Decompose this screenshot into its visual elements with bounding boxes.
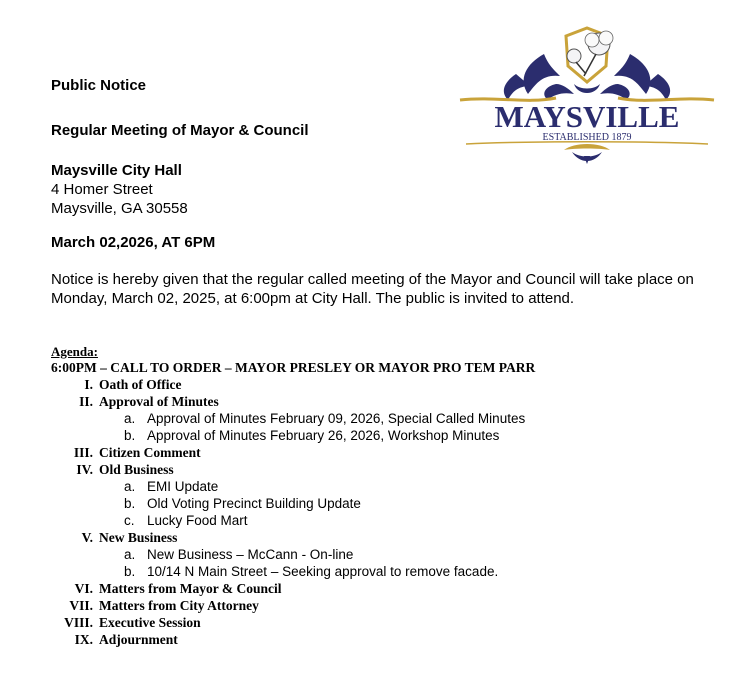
- agenda-item-title: Approval of Minutes: [99, 394, 219, 409]
- agenda-item-number: VII.: [69, 598, 93, 613]
- agenda-item-number: IX.: [74, 632, 93, 647]
- agenda-item-title: Citizen Comment: [99, 445, 201, 460]
- logo-tagline: ESTABLISHED 1879: [542, 132, 632, 143]
- agenda-item: [51, 444, 671, 461]
- agenda-item-title: New Business: [99, 530, 178, 545]
- agenda-subitem-letter: c.: [124, 513, 135, 528]
- location-city: Maysville, GA 30558: [51, 200, 188, 217]
- agenda-subitem-letter: a.: [124, 547, 136, 562]
- agenda-subitem-letter: b.: [124, 496, 136, 511]
- agenda-item: [51, 461, 671, 478]
- address-block: [51, 161, 188, 218]
- agenda-subitem-letter: b.: [124, 564, 136, 579]
- notice-title: Public Notice: [51, 77, 147, 94]
- agenda-item-number: VI.: [74, 581, 93, 596]
- agenda-item: [51, 393, 671, 410]
- agenda-item-title: Adjournment: [99, 632, 178, 647]
- maysville-logo: [456, 24, 718, 166]
- agenda-subitem: [51, 512, 671, 529]
- agenda-item-title: Matters from City Attorney: [99, 598, 259, 613]
- call-to-order: 6:00PM – CALL TO ORDER – MAYOR PRESLEY OR MAYOR PRO TEM PARR: [51, 360, 536, 375]
- agenda-subitem-text: Approval of Minutes February 26, 2026, Workshop Minutes: [147, 428, 500, 443]
- agenda-item-title: Matters from Mayor & Council: [99, 581, 282, 596]
- agenda-item-number: II.: [79, 394, 93, 409]
- agenda-item-number: I.: [84, 377, 93, 392]
- agenda-subitem: [51, 478, 671, 495]
- agenda-subitem: [51, 563, 671, 580]
- agenda-subitem-text: Lucky Food Mart: [147, 513, 248, 528]
- logo-graphic: [456, 24, 718, 166]
- agenda-item: [51, 597, 671, 614]
- location-street: 4 Homer Street: [51, 181, 153, 198]
- agenda-section: [51, 344, 671, 648]
- agenda-item: [51, 580, 671, 597]
- meeting-date: March 02,2026, AT 6PM: [51, 234, 216, 251]
- agenda-subitem-letter: a.: [124, 479, 136, 494]
- agenda-item-number: IV.: [76, 462, 93, 477]
- agenda-item: [51, 529, 671, 546]
- agenda-item: [51, 631, 671, 648]
- agenda-item: [51, 614, 671, 631]
- agenda-item-number: III.: [73, 445, 93, 460]
- agenda-subitem-letter: b.: [124, 428, 136, 443]
- agenda-item: [51, 376, 671, 393]
- agenda-subitem-text: Approval of Minutes February 09, 2026, Special Called Minutes: [147, 411, 526, 426]
- location-name: Maysville City Hall: [51, 162, 182, 179]
- agenda-label: Agenda:: [51, 344, 98, 359]
- agenda-subitem: [51, 410, 671, 427]
- agenda-subitem-text: EMI Update: [147, 479, 219, 494]
- agenda-subitem: [51, 546, 671, 563]
- agenda-subitem-text: Old Voting Precinct Building Update: [147, 496, 361, 511]
- agenda-item-title: Old Business: [99, 462, 174, 477]
- agenda-item-title: Oath of Office: [99, 377, 182, 392]
- meeting-title: Regular Meeting of Mayor & Council: [51, 122, 309, 139]
- scrollwork-ornament: [504, 54, 670, 100]
- agenda-subitem-text: 10/14 N Main Street – Seeking approval to remove facade.: [147, 564, 499, 579]
- agenda-item-number: V.: [81, 530, 93, 545]
- agenda-subitem-letter: a.: [124, 411, 136, 426]
- agenda-subitem: [51, 427, 671, 444]
- agenda-list: [51, 376, 671, 648]
- agenda-subitem: [51, 495, 671, 512]
- agenda-subitem-text: New Business – McCann - On-line: [147, 547, 354, 562]
- agenda-item-title: Executive Session: [99, 615, 201, 630]
- logo-name: MAYSVILLE: [494, 99, 680, 134]
- agenda-item-number: VIII.: [64, 615, 93, 630]
- notice-paragraph: Notice is hereby given that the regular called meeting of the Mayor and Council will take place on Monday, March 02, 2025, at 6:00pm at City Hall. The public is invited to attend.: [51, 271, 694, 307]
